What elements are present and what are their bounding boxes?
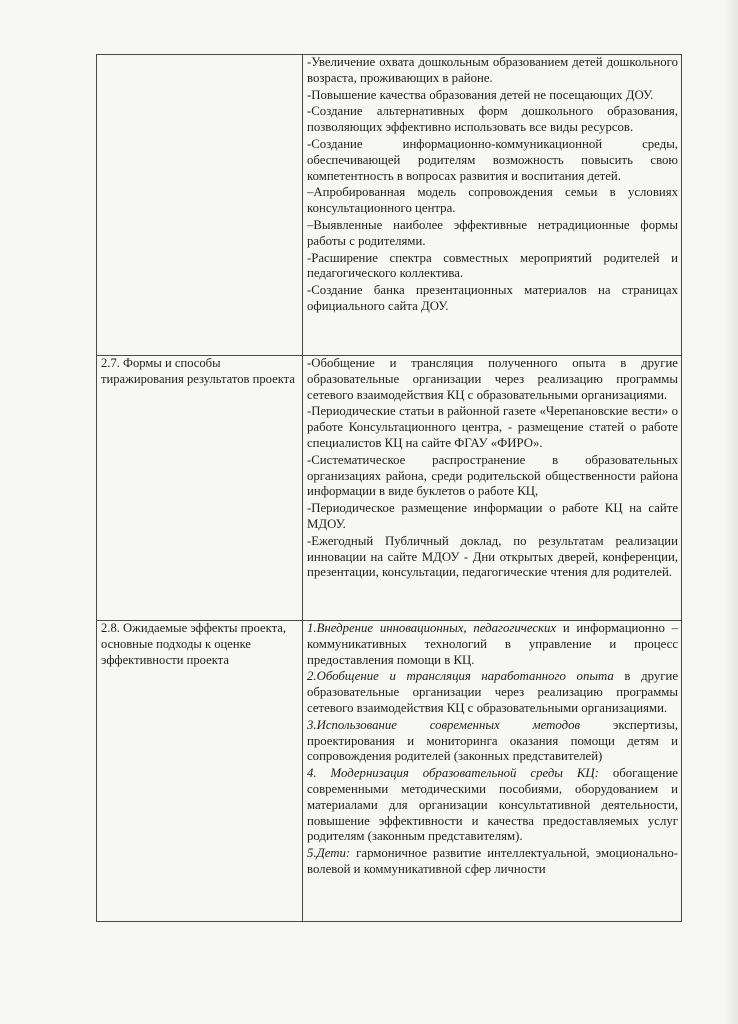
item-italic-lead: 5.Дети: <box>307 846 351 861</box>
list-item: -Периодическое размещение информации о работе КЦ на сайте МДОУ. <box>307 501 678 531</box>
list-item: –Выявленные наиболее эффективные нетрадиционные формы работы с родителями. <box>307 217 678 248</box>
item-text: и информационно – коммуникативных технологий в управление и процесс предоставления помощи в КЦ. <box>307 621 678 667</box>
list-item: -Систематическое распространение в образовательных организациях района, среди родительской общественности района информации в виде буклетов о работе КЦ, <box>307 452 678 499</box>
scan-page-edge <box>724 0 738 1024</box>
list-item <box>307 846 678 878</box>
list-item: -Создание банка презентационных материалов на страницах официального сайта ДОУ. <box>307 283 678 313</box>
item-text: экспертизы, проектирования и мониторинга оказания помощи детям и сопровождения родителей (законных представителей) <box>307 717 678 764</box>
list-item: -Расширение спектра совместных мероприятий родителей и педагогического коллектива. <box>307 250 678 281</box>
list-item: -Увеличение охвата дошкольным образованием детей дошкольного возраста, проживающих в районе. <box>307 55 678 85</box>
row-content <box>303 621 682 922</box>
row-label-effects: 2.8. Ожидаемые эффекты проекта, основные подходы к оценке эффективности проекта <box>97 621 303 922</box>
item-text: в другие образовательные организации через реализацию программы сетевого взаимодействия КЦ с образовательными организациями. <box>307 669 678 715</box>
table-row-dissemination <box>97 356 682 621</box>
item-italic-lead: 1.Внедрение инновационных, педагогических <box>307 621 557 635</box>
list-item: –Апробированная модель сопровождения семьи в условиях консультационного центра. <box>307 185 678 216</box>
list-item: -Создание альтернативных форм дошкольного образования, позволяющих эффективно использовать все виды ресурсов. <box>307 104 678 135</box>
table-row-effects <box>97 621 682 922</box>
list-item <box>307 669 678 716</box>
list-item <box>307 621 678 668</box>
project-table <box>96 54 682 922</box>
list-item: -Периодические статьи в районной газете «Черепановские вести» о работе Консультационного центра, - размещение статей о работе специалистов КЦ на сайте ФГАУ «ФИРО». <box>307 404 678 450</box>
row-label-dissemination: 2.7. Формы и способы тиражирования результатов проекта <box>97 356 303 621</box>
row-content <box>303 356 682 621</box>
row-content <box>303 55 682 356</box>
list-item: -Создание информационно-коммуникационной среды, обеспечивающей родителям возможность повысить свою компетентность в вопросах развития и воспитания детей. <box>307 136 678 183</box>
item-text: гармоничное развитие интеллектуальной, эмоционально-волевой и коммуникативной сфер личности <box>307 846 678 876</box>
item-italic-lead: 2.Обобщение и трансляция наработанного опыта <box>307 669 614 684</box>
item-italic-lead: 3.Использование современных методов <box>307 717 581 732</box>
list-item <box>307 766 678 845</box>
list-item: -Повышение качества образования детей не посещающих ДОУ. <box>307 87 654 102</box>
list-item: -Обобщение и трансляция полученного опыта в другие образовательные организации через реализацию программы сетевого взаимодействия КЦ с образовательными организациями. <box>307 356 678 402</box>
item-text: обогащение современными методическими пособиями, оборудованием и материалами для организации консультативной деятельности, повышение эффективности и качества предоставляемых услуг родителям (законным представителям). <box>307 766 678 844</box>
list-item <box>307 718 678 765</box>
item-italic-lead: 4. Модернизация образовательной среды КЦ: <box>307 766 599 781</box>
list-item: -Ежегодный Публичный доклад, по результатам реализации инновации на сайте МДОУ - Дни открытых дверей, конференции, презентации, консультации, педагогические чтения для родителей. <box>307 533 678 580</box>
table-row-expected-results <box>97 55 682 356</box>
row-label-empty <box>97 55 303 356</box>
